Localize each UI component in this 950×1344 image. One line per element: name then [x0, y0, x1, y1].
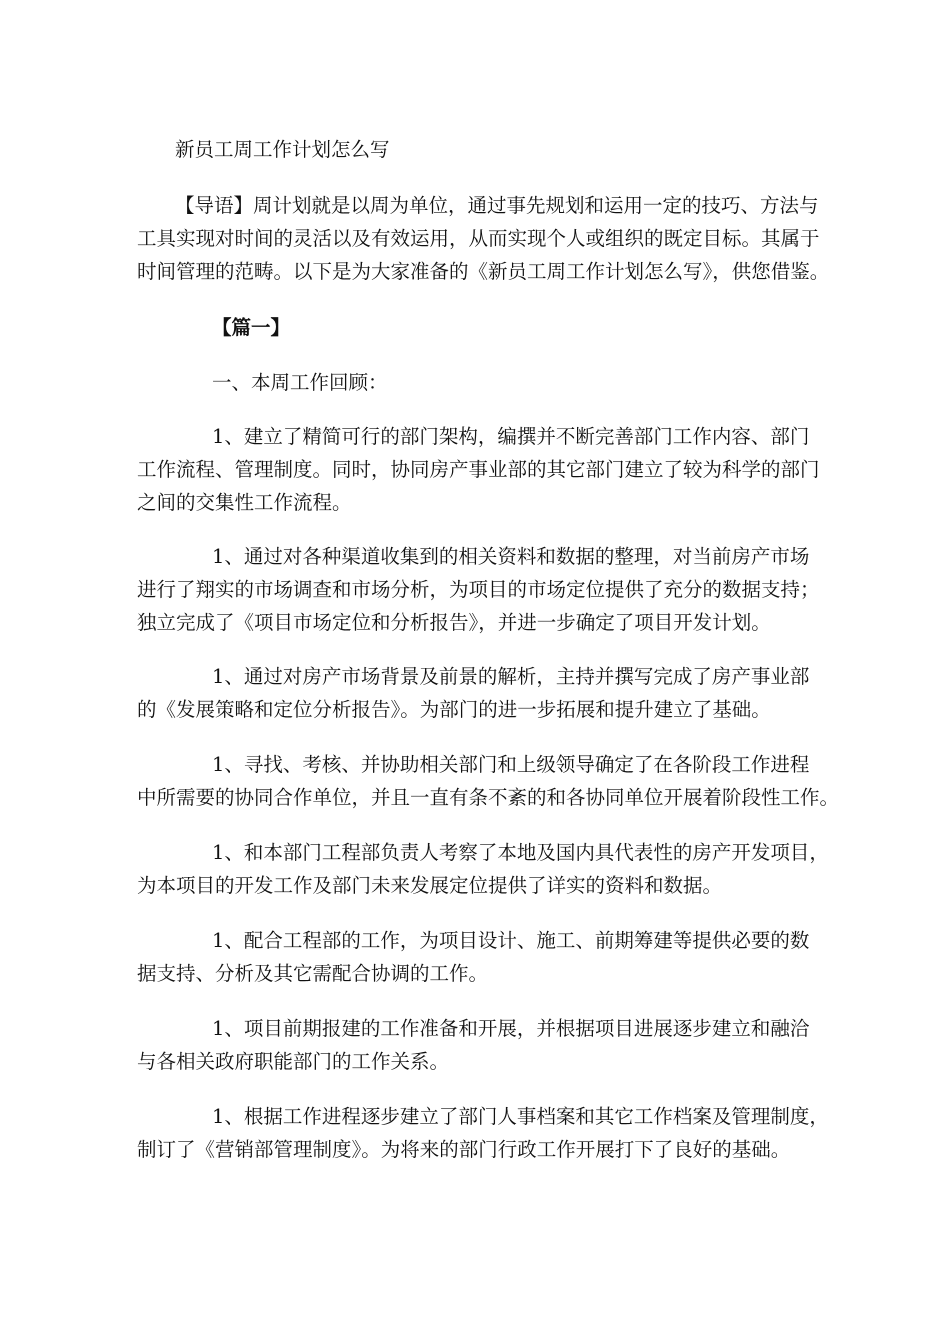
paragraph	[137, 924, 809, 990]
paragraph	[137, 836, 829, 902]
paragraph-line: 工作流程、管理制度。同时，协同房产事业部的其它部门建立了较为科学的部门	[137, 458, 820, 481]
intro-paragraph	[137, 189, 829, 288]
paragraph-line: 中所需要的协同合作单位，并且一直有条不紊的和各协同单位开展着阶段性工作。	[137, 786, 840, 809]
paragraph	[137, 748, 839, 814]
paragraph-line: 进行了翔实的市场调查和市场分析，为项目的市场定位提供了充分的数据支持；	[137, 578, 820, 601]
intro-line: 工具实现对时间的灵活以及有效运用，从而实现个人或组织的既定目标。其属于	[137, 227, 820, 250]
paragraph-line: 之间的交集性工作流程。	[137, 491, 352, 514]
paragraph-line: 1、配合工程部的工作，为项目设计、施工、前期筹建等提供必要的数	[212, 929, 810, 952]
paragraph-line: 1、通过对房产市场背景及前景的解析，主持并撰写完成了房产事业部	[212, 665, 810, 688]
paragraph-line: 与各相关政府职能部门的工作关系。	[137, 1050, 450, 1073]
subheading	[212, 366, 388, 399]
paragraph-line: 的《发展策略和定位分析报告》。为部门的进一步拓展和提升建立了基础。	[137, 698, 771, 721]
paragraph-line: 1、建立了精简可行的部门架构，编撰并不断完善部门工作内容、部门	[212, 425, 810, 448]
paragraph-line: 制订了《营销部管理制度》。为将来的部门行政工作开展打下了良好的基础。	[137, 1138, 791, 1161]
section-heading	[212, 311, 290, 344]
paragraph	[137, 1012, 809, 1078]
paragraph-line: 1、根据工作进程逐步建立了部门人事档案和其它工作档案及管理制度，	[212, 1105, 829, 1128]
intro-line: 【导语】周计划就是以周为单位，通过事先规划和运用一定的技巧、方法与	[175, 194, 819, 217]
intro-line: 时间管理的范畴。以下是为大家准备的《新员工周工作计划怎么写》，供您借鉴。	[137, 260, 830, 283]
paragraph-line: 据支持、分析及其它需配合协调的工作。	[137, 962, 489, 985]
paragraph	[137, 1100, 829, 1166]
section-heading-text: 【篇一】	[212, 316, 291, 339]
title-text: 新员工周工作计划怎么写	[175, 138, 390, 161]
paragraph-line: 独立完成了《项目市场定位和分析报告》，并进一步确定了项目开发计划。	[137, 611, 771, 634]
paragraph	[137, 540, 820, 639]
paragraph-line: 1、寻找、考核、并协助相关部门和上级领导确定了在各阶段工作进程	[212, 753, 810, 776]
subheading-text: 一、本周工作回顾：	[212, 371, 388, 394]
paragraph-line: 1、通过对各种渠道收集到的相关资料和数据的整理，对当前房产市场	[212, 545, 810, 568]
document-title	[175, 133, 390, 166]
paragraph-line: 1、和本部门工程部负责人考察了本地及国内具代表性的房产开发项目，	[212, 841, 829, 864]
paragraph-line: 1、项目前期报建的工作准备和开展，并根据项目进展逐步建立和融洽	[212, 1017, 810, 1040]
paragraph	[137, 660, 809, 726]
paragraph-line: 为本项目的开发工作及部门未来发展定位提供了详实的资料和数据。	[137, 874, 723, 897]
paragraph	[137, 420, 820, 519]
